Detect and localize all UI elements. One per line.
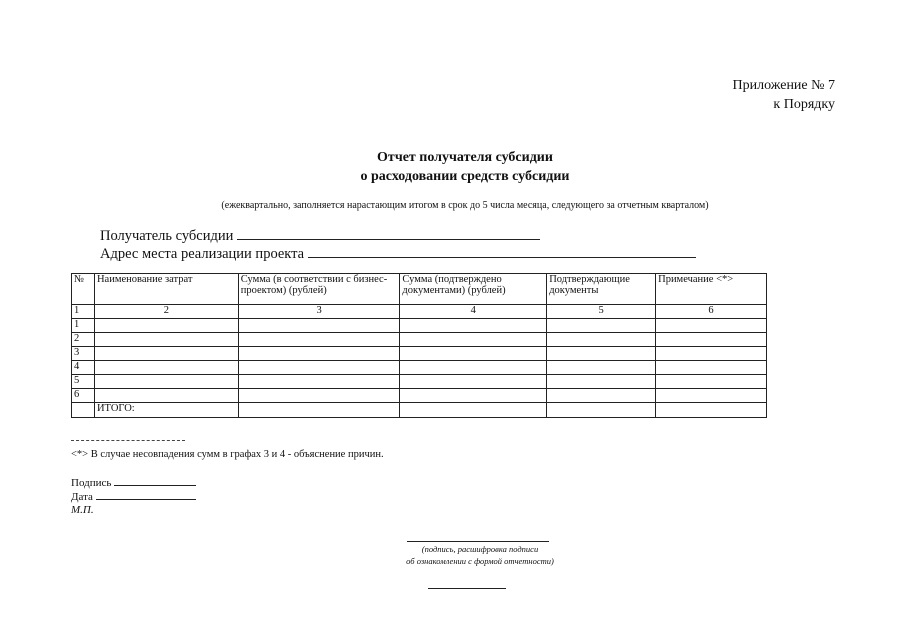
reporting-note: (ежеквартально, заполняется нарастающим итогом в срок до 5 числа месяца, следующего за отчетным кварталом) (221, 200, 709, 211)
table-row (72, 361, 767, 375)
table-cell[interactable] (400, 403, 547, 418)
table-cell[interactable] (94, 347, 238, 361)
column-number: 4 (400, 305, 547, 319)
table-cell[interactable] (656, 403, 767, 418)
table-cell[interactable] (238, 389, 400, 403)
table-cell[interactable] (94, 375, 238, 389)
column-number: 2 (94, 305, 238, 319)
table-cell[interactable] (238, 333, 400, 347)
table-cell[interactable] (547, 361, 656, 375)
table-cell (72, 403, 95, 418)
table-cell[interactable] (400, 375, 547, 389)
column-number-row (72, 305, 767, 319)
acknowledgement-line-1: (подпись, расшифровка подписи (421, 544, 539, 554)
recipient-blank-line (237, 238, 540, 240)
table-cell[interactable] (94, 333, 238, 347)
row-number: 5 (72, 375, 95, 389)
row-number: 3 (72, 347, 95, 361)
appendix-order: к Порядку (773, 97, 835, 112)
table-cell[interactable] (238, 347, 400, 361)
recipient-label: Получатель субсидии (100, 228, 234, 244)
table-cell[interactable] (400, 361, 547, 375)
row-number: 4 (72, 361, 95, 375)
acknowledgement-caption (380, 543, 580, 567)
table-cell[interactable] (94, 361, 238, 375)
address-field (100, 246, 696, 263)
table-cell[interactable] (656, 319, 767, 333)
date-label: Дата (71, 491, 93, 503)
table-cell[interactable] (94, 389, 238, 403)
table-cell[interactable] (400, 389, 547, 403)
table-cell[interactable] (238, 361, 400, 375)
col-header-cost-name: Наименование затрат (94, 274, 238, 305)
table-cell[interactable] (400, 319, 547, 333)
row-number: 6 (72, 389, 95, 403)
table-cell[interactable] (238, 403, 400, 418)
title-line-1: Отчет получателя субсидии (377, 150, 553, 165)
table-header-row (72, 274, 767, 305)
col-header-confirmed-sum: Сумма (подтверждено документами) (рублей) (400, 274, 547, 305)
table-row (72, 375, 767, 389)
table-cell[interactable] (547, 319, 656, 333)
row-number: 1 (72, 319, 95, 333)
table-cell[interactable] (400, 347, 547, 361)
table-cell[interactable] (400, 333, 547, 347)
table-cell[interactable] (238, 319, 400, 333)
title-line-2: о расходовании средств субсидии (360, 169, 570, 184)
row-number: 2 (72, 333, 95, 347)
column-number: 6 (656, 305, 767, 319)
table-row (72, 347, 767, 361)
total-label: ИТОГО: (94, 403, 238, 418)
table-cell[interactable] (547, 375, 656, 389)
table-cell[interactable] (656, 333, 767, 347)
col-header-planned-sum: Сумма (в соответствии с бизнес-проектом) (рублей) (238, 274, 400, 305)
footnote-separator (71, 440, 185, 441)
column-number: 3 (238, 305, 400, 319)
table-cell[interactable] (656, 361, 767, 375)
table-cell[interactable] (656, 347, 767, 361)
table-cell[interactable] (238, 375, 400, 389)
date-blank-line (96, 498, 196, 500)
appendix-reference (733, 76, 836, 114)
table-cell[interactable] (547, 403, 656, 418)
col-header-remark: Примечание <*> (656, 274, 767, 305)
expense-table (71, 273, 767, 418)
acknowledgement-signature-line (407, 541, 549, 542)
table-cell[interactable] (547, 389, 656, 403)
address-blank-line (308, 256, 696, 258)
table-cell[interactable] (94, 319, 238, 333)
col-header-documents: Подтверждающие документы (547, 274, 656, 305)
col-header-number: № (72, 274, 95, 305)
bottom-blank-line (428, 588, 506, 589)
signature-blank-line (114, 484, 196, 486)
table-cell[interactable] (656, 389, 767, 403)
signature-field (71, 477, 196, 489)
table-cell[interactable] (547, 333, 656, 347)
appendix-number: Приложение № 7 (732, 78, 835, 93)
table-row (72, 319, 767, 333)
acknowledgement-line-2: об ознакомлении с формой отчетности) (406, 556, 554, 566)
stamp-place: М.П. (71, 504, 94, 516)
recipient-field (100, 228, 540, 245)
column-number: 1 (72, 305, 95, 319)
table-row (72, 333, 767, 347)
table-cell[interactable] (547, 347, 656, 361)
total-row (72, 403, 767, 418)
column-number: 5 (547, 305, 656, 319)
address-label: Адрес места реализации проекта (100, 246, 305, 262)
signature-label: Подпись (71, 477, 112, 489)
document-title (0, 148, 905, 186)
date-field (71, 491, 196, 503)
footnote: <*> В случае несовпадения сумм в графах 3 и 4 - объяснение причин. (71, 449, 384, 460)
table-row (72, 389, 767, 403)
table-cell[interactable] (656, 375, 767, 389)
